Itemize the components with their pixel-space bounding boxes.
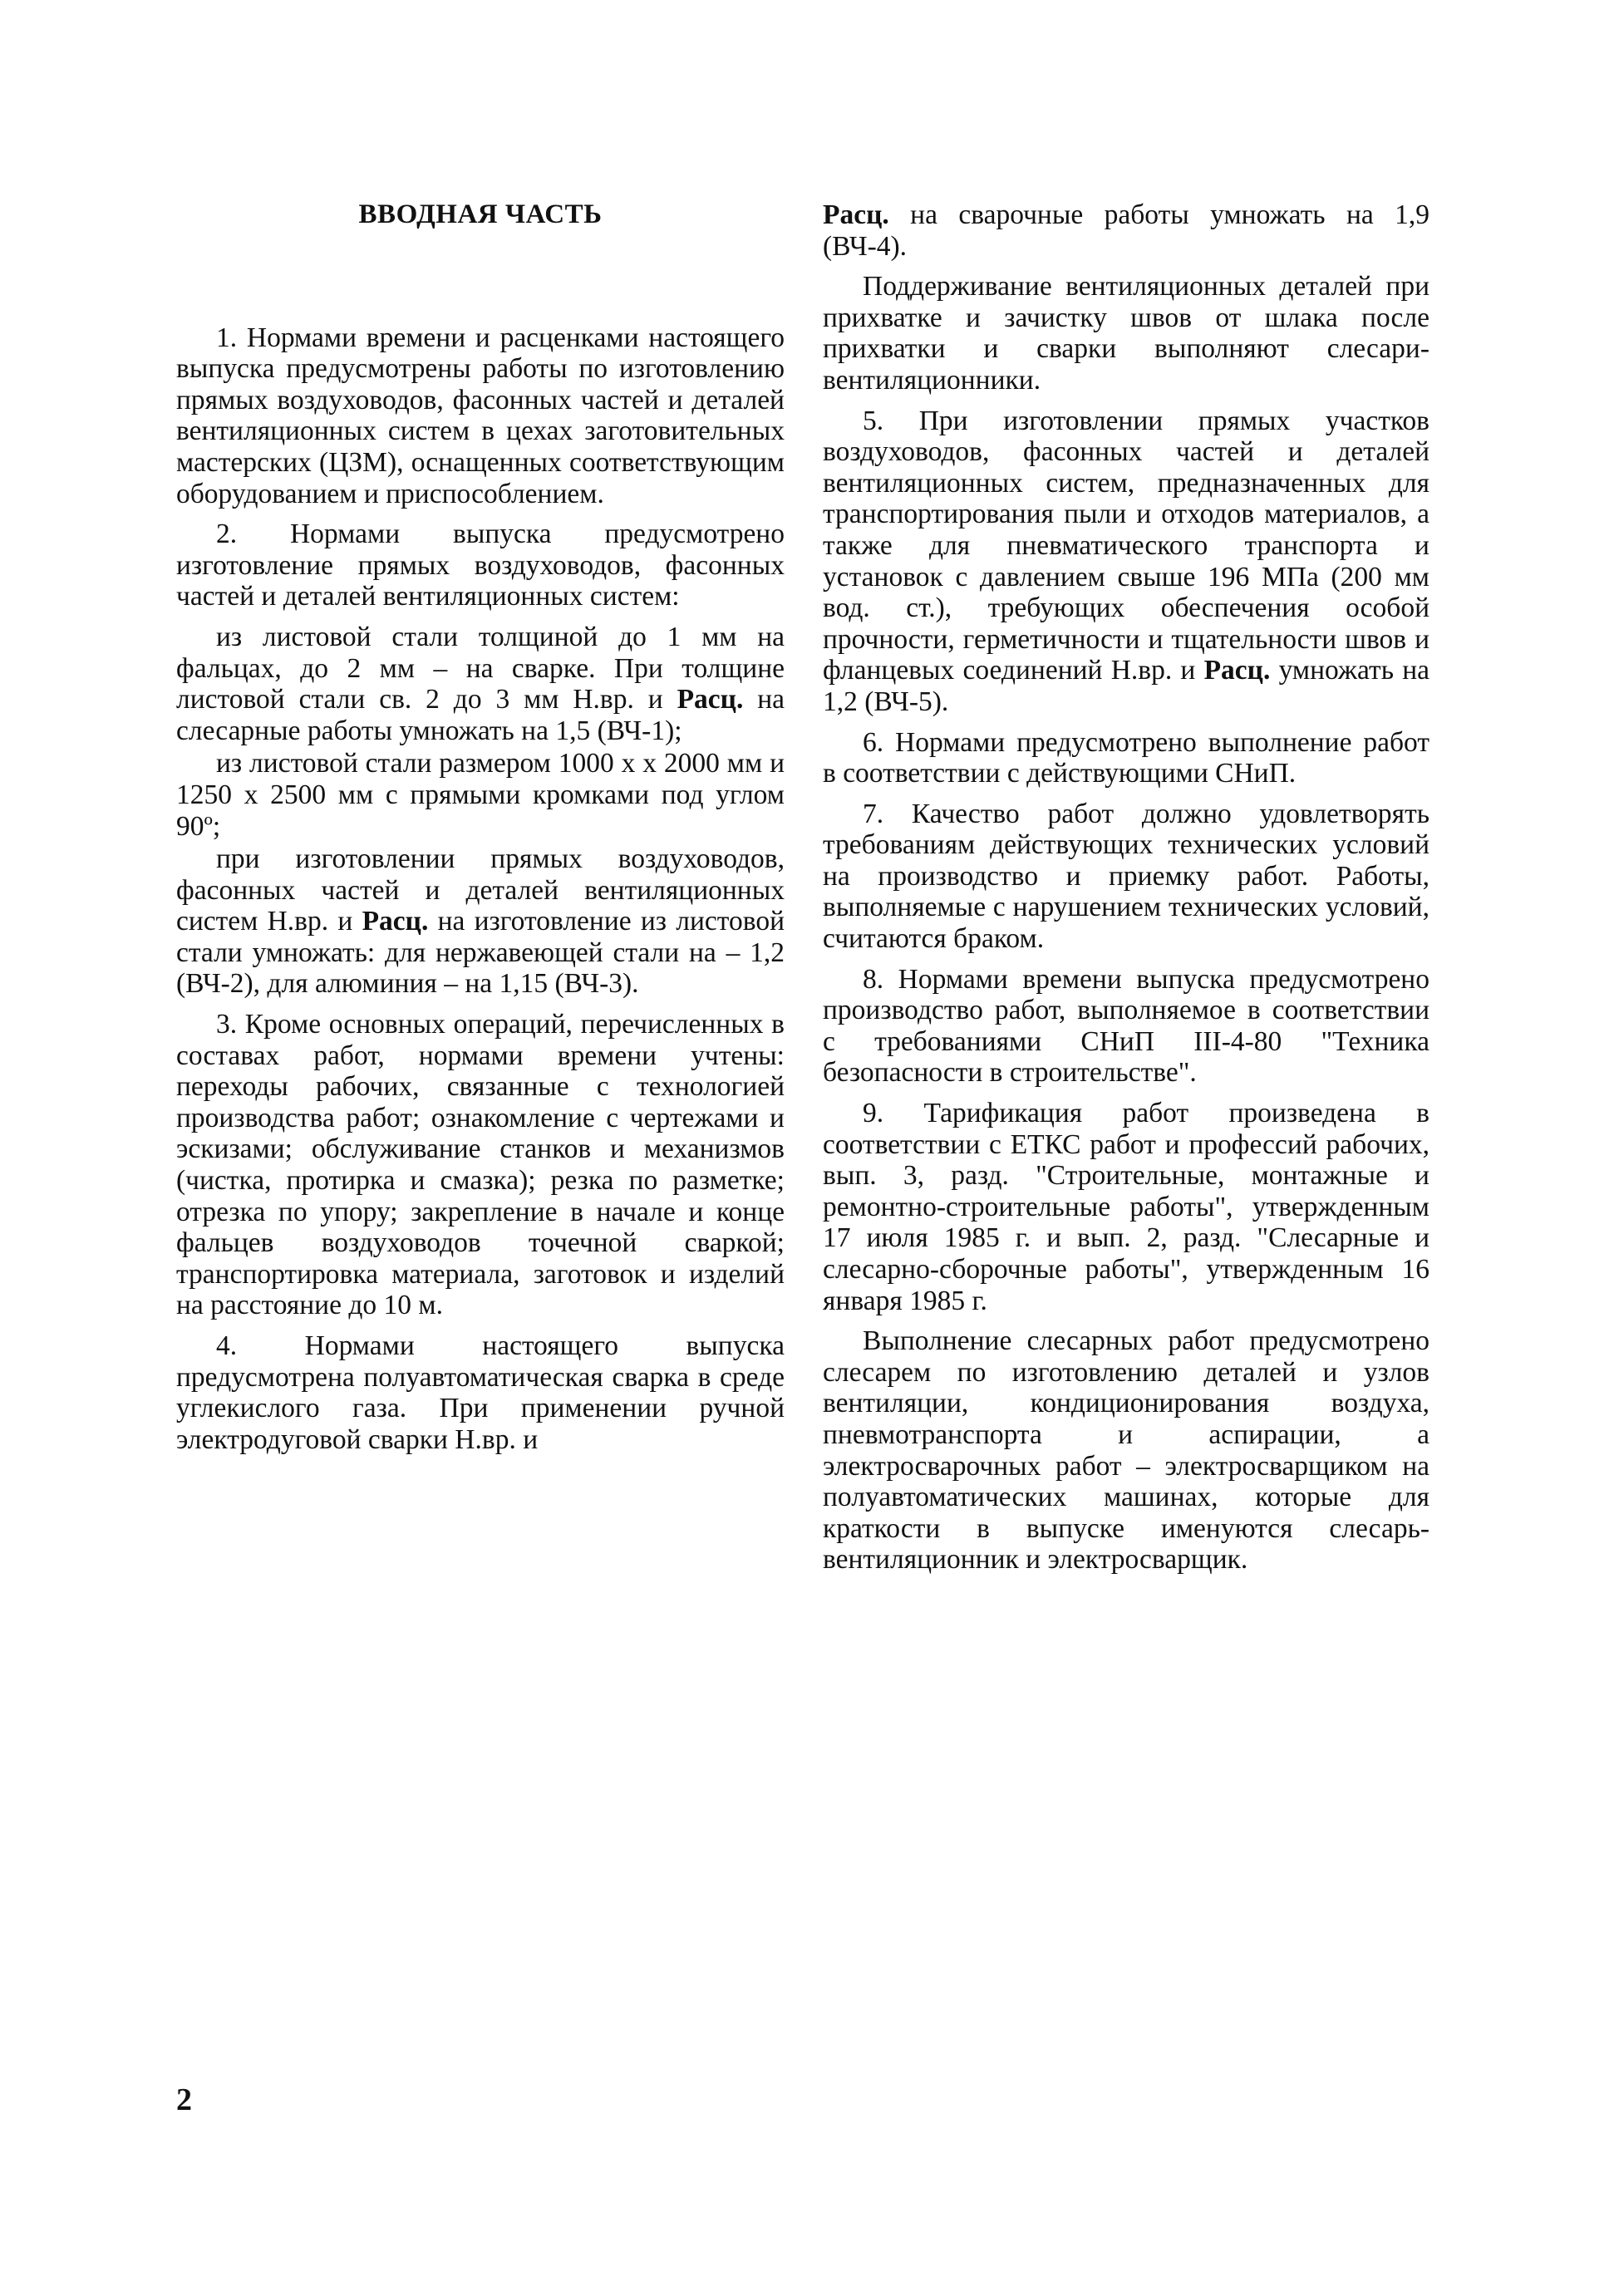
paragraph-2-item-3 (176, 843, 785, 1000)
paragraph-7: 7. Качество работ должно удовлетворять требованиям действующих технических условий на производство и приемку работ. Работы, выполняемые с нарушением технических условий, считаются браком. (823, 798, 1429, 955)
paragraph-text: на сварочные работы умножать на 1,9 (ВЧ-4). (823, 199, 1429, 262)
paragraph-3: 3. Кроме основных операций, перечисленных в составах работ, нормами времени учтены: переходы рабочих, связанные с технологией производства работ; ознакомление с чертежами и эскизами; обслуживание станков и механизмов (чистка, протирка и смазка); резка по разметке; отрезка по упору; закрепление в начале и конце фальцев воздуховодов точечной сваркой; транспортировка материала, заготовок и изделий на расстояние до 10 м. (176, 1009, 785, 1321)
paragraph-4-note: Поддерживание вентиляционных деталей при прихватке и зачистку швов от шлака после прихватки и сварки выполняют слесари-вентиляционники. (823, 271, 1429, 396)
paragraph-text: на слесарные работы умножать на 1,5 (ВЧ-1); (176, 684, 785, 746)
paragraph-4-continued (823, 199, 1429, 262)
paragraph-2-item-2: из листовой стали размером 1000 х х 2000 мм и 1250 х 2500 мм с прямыми кромками под углом 90º; (176, 748, 785, 842)
paragraph-5 (823, 406, 1429, 718)
paragraph-text: при изготовлении прямых воздуховодов, фасонных частей и деталей вентиляционных систем Н.вр. и (176, 843, 785, 937)
paragraph-9: 9. Тарификация работ произведена в соответствии с ЕТКС работ и профессий рабочих, вып. 3, разд. "Строительные, монтажные и ремонтно-строительные работы", утвержденным 17 июля 1985 г. и вып. 2, разд. "Слесарные и слесарно-сборочные работы", утвержденным 16 января 1985 г. (823, 1098, 1429, 1316)
right-column (823, 199, 1429, 1585)
paragraph-4: 4. Нормами настоящего выпуска предусмотрена полуавтоматическая сварка в среде углекислого газа. При применении ручной электродуговой сварки Н.вр. и (176, 1330, 785, 1455)
paragraph-8: 8. Нормами времени выпуска предусмотрено производство работ, выполняемое в соответствии с требованиями СНиП III-4-80 "Техника безопасности в строительстве". (823, 963, 1429, 1089)
rasc-term: Расц. (677, 684, 744, 715)
page-number: 2 (176, 2082, 192, 2117)
paragraph-1: 1. Нормами времени и расценками настоящего выпуска предусмотрены работы по изготовлению прямых воздуховодов, фасонных частей и деталей вентиляционных систем в цехах заготовительных мастерских (ЦЗМ), оснащенных соответствующим оборудованием и приспособлением. (176, 322, 785, 509)
rasc-term: Расц. (823, 199, 889, 230)
paragraph-text: 5. При изготовлении прямых участков воздуховодов, фасонных частей и деталей вентиляционных систем, предназначенных для транспортирования пыли и отходов материалов, а также для пневматического транспорта и установок с давлением свыше 196 МПа (200 мм вод. ст.), требующих обеспечения особой прочности, герметичности и тщательности швов и фланцевых соединений Н.вр. и (823, 405, 1429, 686)
paragraph-2: 2. Нормами выпуска предусмотрено изготовление прямых воздуховодов, фасонных частей и деталей вентиляционных систем: (176, 519, 785, 612)
paragraph-text: на изготовление из листовой стали умножать: для нержавеющей стали на – 1,2 (ВЧ-2), для алюминия – на 1,15 (ВЧ-3). (176, 906, 785, 1000)
section-heading: ВВОДНАЯ ЧАСТЬ (358, 199, 603, 229)
left-column (176, 193, 785, 1464)
paragraph-2-item-1 (176, 622, 785, 746)
paragraph-text: умножать на 1,2 (ВЧ-5). (823, 655, 1429, 717)
paragraph-6: 6. Нормами предусмотрено выполнение работ в соответствии с действующими СНиП. (823, 726, 1429, 789)
paragraph-9-note: Выполнение слесарных работ предусмотрено слесарем по изготовлению деталей и узлов вентиляции, кондиционирования воздуха, пневмотранспорта и аспирации, а электросварочных работ – электросварщиком на полуавтоматических машинах, которые для краткости в выпуске именуются слесарь-вентиляционник и электросварщик. (823, 1325, 1429, 1576)
rasc-term: Расц. (362, 906, 429, 937)
paragraph-text: из листовой стали толщиной до 1 мм на фальцах, до 2 мм – на сварке. При толщине листовой стали св. 2 до 3 мм Н.вр. и (176, 621, 785, 715)
rasc-term: Расц. (1203, 655, 1271, 686)
